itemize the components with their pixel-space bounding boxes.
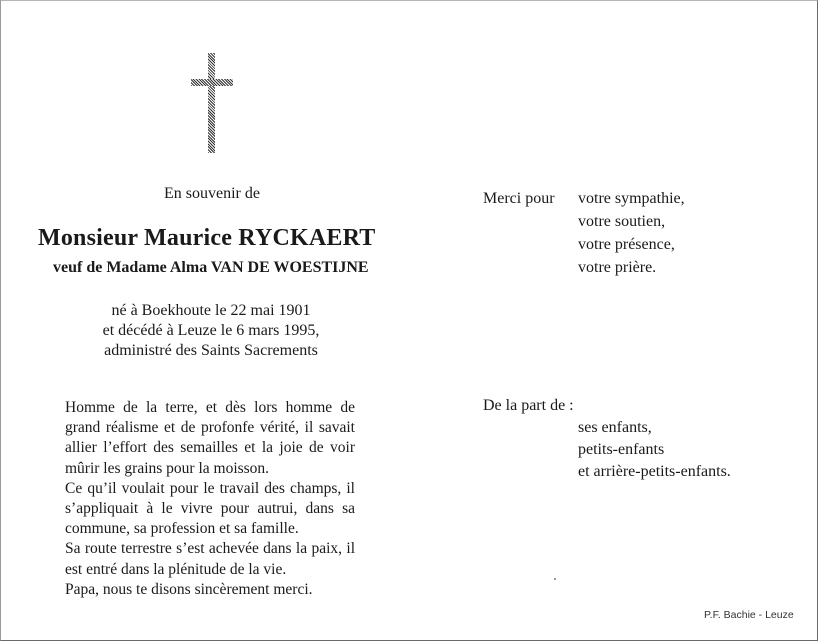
widower-line: veuf de Madame Alma VAN DE WOESTIJNE — [53, 259, 369, 276]
family-item: petits-enfants — [578, 441, 665, 458]
sacraments-line: administré des Saints Sacrements — [104, 342, 318, 359]
memorial-text-line: grand réalisme et de profonfe vérité, il savait — [65, 419, 355, 437]
in-memory-heading: En souvenir de — [164, 185, 260, 202]
memorial-text-line: mûrir les grains pour la moisson. — [65, 459, 270, 477]
family-item: ses enfants, — [578, 419, 652, 436]
birth-line: né à Boekhoute le 22 mai 1901 — [111, 302, 311, 319]
memorial-text — [65, 398, 355, 600]
thanks-item: votre soutien, — [578, 213, 666, 230]
cross-horizontal-bar — [191, 79, 233, 86]
memorial-text-line: est entré dans la plénitude de la vie. — [65, 560, 287, 578]
speck — [554, 578, 556, 580]
deceased-name: Monsieur Maurice RYCKAERT — [38, 225, 376, 251]
memorial-text-line: Sa route terrestre s’est achevée dans la paix, il — [65, 540, 355, 558]
memorial-text-line: Ce qu’il voulait pour le travail des champs, il — [65, 479, 355, 497]
from-label: De la part de : — [483, 397, 574, 414]
memorial-text-line: commune, sa profession et sa famille. — [65, 520, 299, 538]
cross-vertical-bar — [208, 53, 215, 153]
cross-icon — [191, 53, 233, 153]
death-line: et décédé à Leuze le 6 mars 1995, — [102, 322, 320, 339]
thanks-label: Merci pour — [483, 190, 555, 207]
memorial-text-line: s’appliquait à le vivre pour autrui, dans sa — [65, 500, 355, 518]
thanks-item: votre prière. — [578, 259, 657, 276]
memorial-text-line: Homme de la terre, et dès lors homme de — [65, 399, 355, 416]
thanks-item: votre sympathie, — [578, 190, 685, 207]
memorial-text-line: Papa, nous te disons sincèrement merci. — [65, 580, 313, 598]
funeral-home-credit: P.F. Bachie - Leuze — [704, 609, 794, 621]
memorial-text-line: allier l’effort des semailles et la joie de voir — [65, 439, 355, 457]
family-item: et arrière-petits-enfants. — [578, 463, 731, 480]
thanks-item: votre présence, — [578, 236, 675, 253]
